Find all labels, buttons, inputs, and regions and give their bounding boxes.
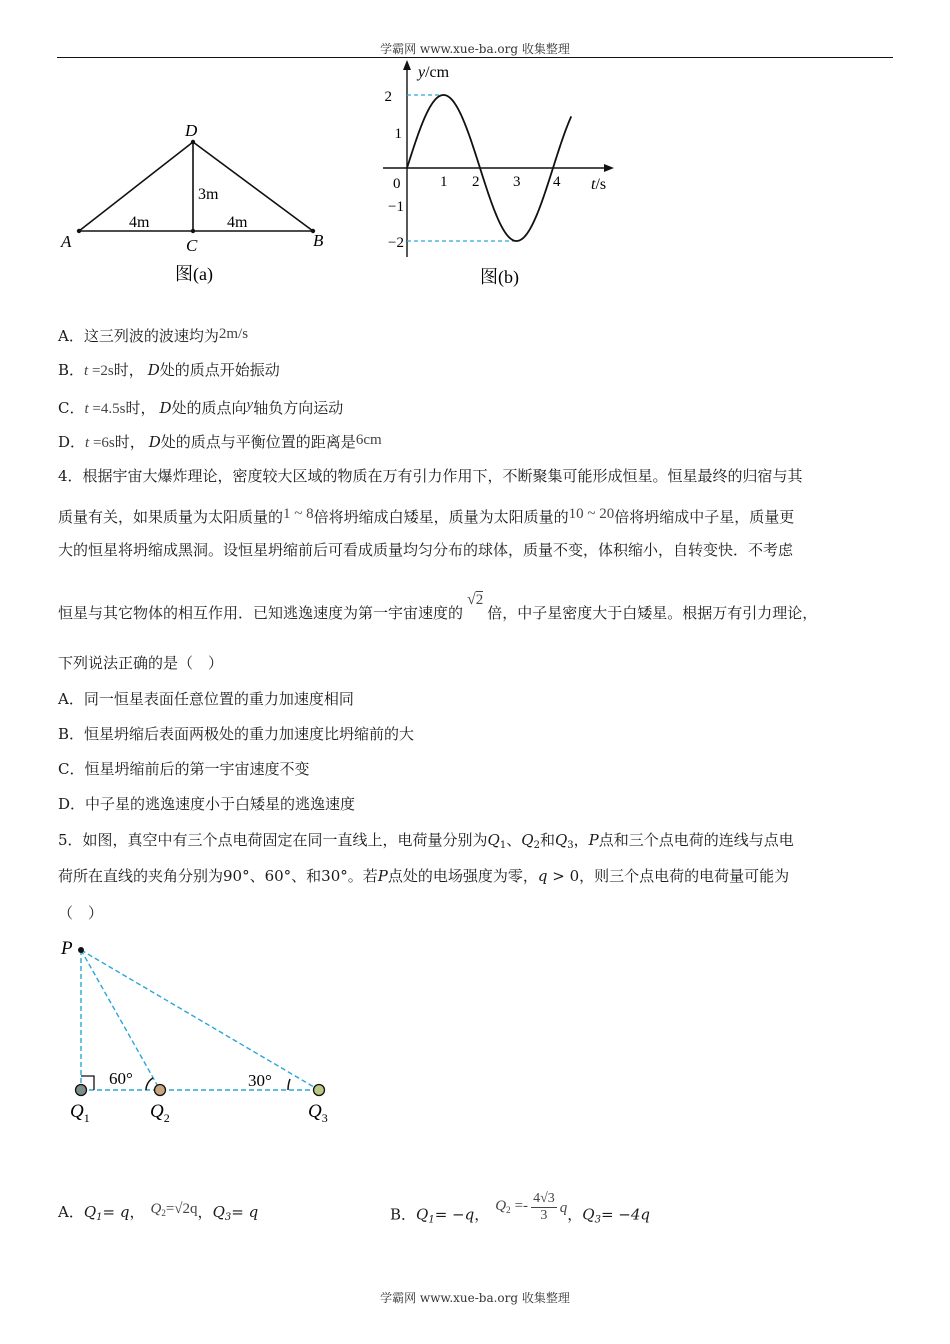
option-text: 时，: [114, 433, 145, 451]
fraction: [531, 1191, 557, 1224]
label-AC-length: 4m: [129, 214, 150, 231]
stem-text: 恒星与其它物体的相互作用．已知逃逸速度为第一宇宙速度的: [58, 604, 464, 622]
arc-30: [288, 1079, 290, 1090]
stem-text-2: ，: [573, 831, 589, 849]
var-D: D: [159, 399, 172, 417]
figure-b-caption: 图(b): [480, 267, 519, 287]
point-P: [78, 947, 84, 953]
charge-Q3: [314, 1085, 325, 1096]
sep: 、: [506, 831, 522, 849]
var-t: t: [84, 401, 89, 417]
var-P: P: [588, 831, 599, 849]
var-t: t: [85, 435, 90, 451]
option-math: =2s: [88, 363, 114, 379]
var-Q3: Q: [212, 1203, 225, 1221]
label-CB-length: 4m: [227, 214, 248, 231]
q5-stem-line-2: [58, 866, 789, 886]
sub-1: 1: [96, 1212, 103, 1223]
q5-option-b: [390, 1191, 651, 1232]
q4-option-a: A．同一恒星表面任意位置的重力加速度相同: [58, 690, 354, 708]
figure-q5-charges: [55, 930, 355, 1135]
sep-2: ，: [197, 1203, 213, 1221]
option-text: 这三列波的波速均为: [83, 327, 219, 345]
fraction-denominator: 3: [540, 1208, 548, 1223]
label-B: B: [313, 231, 324, 250]
q4-option-b: B．恒星坍缩后表面两极处的重力加速度比坍缩前的大: [58, 725, 415, 743]
stem-math-1: 1 ~ 8: [283, 506, 314, 522]
q4-stem-line-2: [58, 504, 794, 527]
x-tick-2: 2: [472, 174, 480, 190]
var-Q3: Q: [554, 831, 568, 849]
sub-3: 3: [224, 1212, 232, 1223]
q4-stem-line-1: 4．根据宇宙大爆炸理论，密度较大区域的物质在万有引力作用下，不断聚集可能形成恒星。恒星最终的归宿与其: [58, 467, 803, 485]
x-axis-label-var: t: [591, 176, 596, 193]
charge-Q2: [155, 1085, 166, 1096]
var-Q1: Q: [416, 1205, 429, 1224]
y-axis-arrow: [403, 60, 411, 70]
point-A: [77, 229, 81, 233]
y-tick-1: 1: [394, 126, 402, 142]
option-text-2: 处的质点与平衡位置的距离是: [160, 433, 356, 451]
x-axis-arrow: [604, 164, 614, 172]
q5-option-a: [58, 1199, 258, 1228]
q3-option-b: [58, 360, 280, 381]
option-text-2: 处的质点向: [171, 399, 247, 417]
and-text: 和: [539, 831, 555, 849]
x-axis-label-unit: /s: [595, 176, 607, 193]
var-D: D: [148, 433, 161, 451]
var-t: t: [84, 363, 89, 379]
label-Q3: [308, 1101, 328, 1125]
stem-text: 质量有关，如果质量为太阳质量的: [58, 508, 284, 526]
stem-text-2: 点处的电场强度为零，: [387, 867, 538, 885]
x-tick-0: 0: [393, 176, 401, 192]
var-Q2-math: Q: [150, 1201, 162, 1217]
y-axis-label-unit: /cm: [425, 64, 450, 81]
option-letter: B．: [390, 1205, 417, 1224]
option-letter: B．: [58, 361, 85, 379]
page-footer: 学霸网 www.xue-ba.org 收集整理: [380, 1291, 570, 1305]
var-q: q: [537, 867, 548, 885]
stem-text-2: 倍将坍缩成白矮星，质量为太阳质量的: [313, 508, 569, 526]
option-letter: A．: [58, 327, 84, 345]
var-Q2-math: Q: [495, 1197, 507, 1214]
stem-text-3: > 0，则三个点电荷的电荷量可能为: [547, 867, 790, 885]
sub-1: 1: [428, 1214, 435, 1226]
label-Q1-sub: 1: [83, 1111, 90, 1125]
value-Q2-math: =√2q: [165, 1201, 198, 1217]
arc-60: [146, 1078, 153, 1090]
q3-option-a: [58, 324, 248, 346]
option-math-2: 6cm: [355, 432, 382, 448]
option-text: 时，: [113, 361, 144, 379]
var-Q2: Q: [521, 831, 534, 849]
var-q-math: q: [559, 1199, 568, 1216]
value-Q1: = q: [102, 1203, 130, 1221]
point-C: [191, 229, 195, 233]
stem-text-2: 倍，中子星密度大于白矮星。根据万有引力理论，: [487, 604, 818, 622]
y-axis-label: [416, 64, 450, 81]
angle-60-label: 60°: [109, 1069, 133, 1088]
angle-30-label: 30°: [248, 1071, 272, 1090]
label-Q2: [150, 1101, 170, 1125]
label-Q3-letter: Q: [308, 1101, 322, 1122]
point-D: [191, 140, 195, 144]
q3-option-c: [58, 395, 343, 419]
sep: ，: [129, 1203, 145, 1221]
x-tick-1: 1: [440, 174, 448, 190]
stem-text: 5．如图，真空中有三个点电荷固定在同一直线上，电荷量分别为: [58, 831, 488, 849]
label-A: A: [61, 232, 72, 251]
option-math: =4.5s: [88, 401, 126, 417]
label-Q2-sub: 2: [163, 1111, 170, 1125]
option-letter: D．: [58, 433, 86, 451]
q5-stem-line-3: （ ）: [58, 904, 104, 922]
var-P: P: [377, 867, 388, 885]
option-math: 2m/s: [218, 326, 249, 342]
var-D: D: [147, 361, 160, 379]
sqrt-radicand: 2: [475, 592, 484, 608]
label-C: C: [186, 236, 198, 255]
sub-1: 1: [499, 840, 507, 851]
y-axis-label-var: y: [418, 64, 426, 81]
x-tick-3: 3: [513, 174, 521, 190]
x-tick-4: 4: [553, 174, 561, 190]
var-Q1: Q: [83, 1203, 97, 1221]
q4-stem-line-3: 大的恒星将坍缩成黑洞。设恒星坍缩前后可看成质量均匀分布的球体，质量不变，体积缩小，自转变快．不考虑: [58, 541, 794, 559]
label-Q2-letter: Q: [150, 1101, 164, 1122]
equals-minus: =-: [514, 1197, 529, 1214]
sub-3: 3: [567, 840, 574, 851]
stem-text: 荷所在直线的夹角分别为90°、60°、和30°。若: [58, 867, 378, 885]
q4-stem-line-4: [58, 591, 818, 624]
sep-2: ，: [567, 1205, 583, 1224]
sep: ，: [474, 1205, 490, 1224]
value-Q3: = q: [231, 1203, 259, 1221]
label-P: P: [61, 938, 73, 959]
sqrt-2: [467, 590, 483, 610]
y-tick-2: 2: [384, 89, 392, 105]
x-axis-label: [591, 176, 606, 193]
var-Q3: Q: [582, 1205, 595, 1224]
option-text-2: 处的质点开始振动: [159, 361, 280, 379]
sub-2: 2: [533, 840, 540, 851]
sqrt-symbol: √: [467, 591, 476, 608]
stem-text-3: 点和三个点电荷的连线与点电: [598, 831, 794, 849]
page-header: 学霸网 www.xue-ba.org 收集整理: [380, 42, 570, 56]
q4-option-d: D．中子星的逃逸速度小于白矮星的逃逸速度: [58, 795, 356, 813]
stem-math-2: 10 ~ 20: [568, 506, 615, 522]
q4-stem-line-5: 下列说法正确的是（ ）: [58, 654, 224, 672]
label-Q1: [70, 1101, 90, 1125]
figure-a-caption: 图(a): [175, 264, 213, 284]
sub-2-math: 2: [506, 1204, 511, 1215]
value-Q1: = −q: [434, 1205, 475, 1224]
y-tick-neg1: −1: [388, 199, 404, 215]
option-math: =6s: [89, 435, 115, 451]
figure-a-triangle: [55, 118, 345, 293]
label-CD-length: 3m: [198, 186, 219, 203]
charge-Q1: [76, 1085, 87, 1096]
option-letter: C．: [58, 399, 85, 417]
label-Q3-sub: 3: [321, 1111, 328, 1125]
figure-b-chart: [370, 58, 630, 298]
sub-3: 3: [594, 1214, 601, 1226]
var-y: y: [246, 397, 254, 413]
sub-2-math: 2: [161, 1208, 166, 1218]
fraction-numerator: 4√3: [533, 1191, 555, 1206]
option-text-3: 轴负方向运动: [253, 399, 344, 417]
label-D: D: [185, 121, 198, 140]
q5-stem-line-1: [58, 830, 794, 856]
option-text: 时，: [125, 399, 156, 417]
var-Q1: Q: [487, 831, 500, 849]
q4-option-c: C．恒星坍缩前后的第一宇宙速度不变: [58, 760, 310, 778]
label-Q1-letter: Q: [70, 1101, 84, 1122]
stem-text-3: 倍将坍缩成中子星，质量更: [614, 508, 795, 526]
value-Q3: = −4q: [600, 1205, 651, 1224]
y-tick-neg2: −2: [388, 235, 404, 251]
q3-option-d: [58, 430, 382, 453]
option-letter: A．: [58, 1203, 84, 1221]
